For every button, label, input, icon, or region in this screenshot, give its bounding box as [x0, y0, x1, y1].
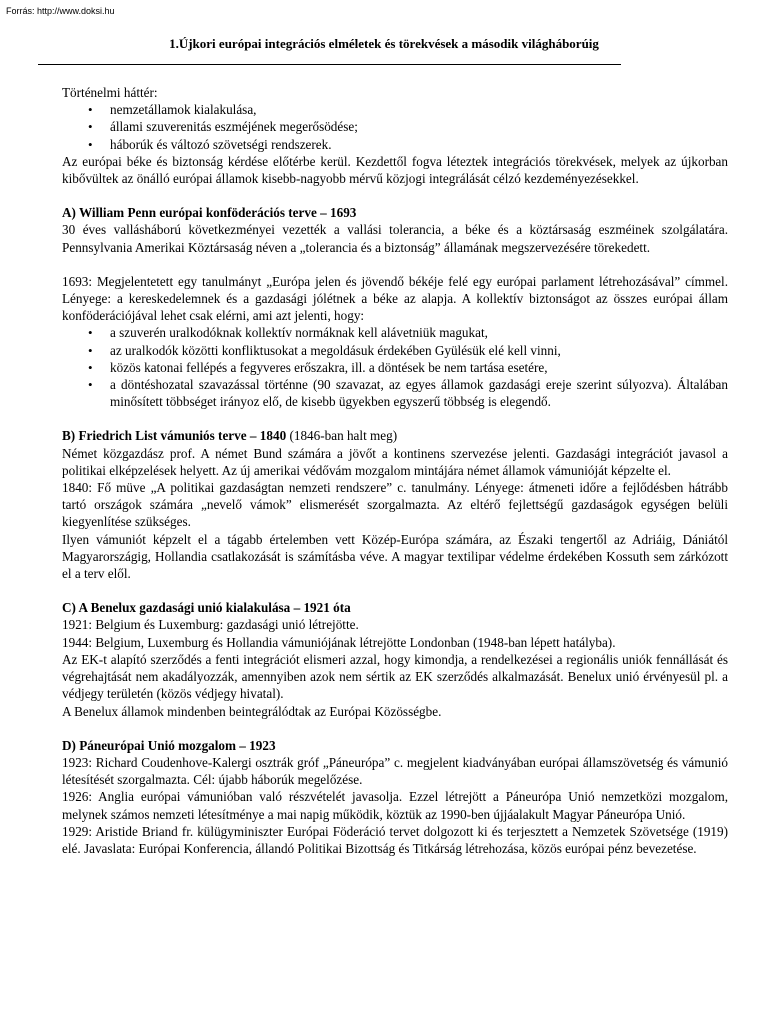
intro-label: Történelmi háttér:: [62, 85, 158, 100]
section-d-heading: D) Páneurópai Unió mozgalom – 1923: [62, 737, 276, 753]
list-item: • a szuverén uralkodóknak kollektív normáknak kell alávetniük magukat,: [110, 324, 728, 341]
section-d-paragraph: 1923: Richard Coudenhove-Kalergi osztrák gróf „Páneurópa” c. megjelent kiadványában európai államszövetség és vámunió létesítését szorgalmazta. Cél: újabb háborúk megelőzése.: [62, 754, 728, 788]
section-b-heading-text: B) Friedrich List vámuniós terve – 1840: [62, 428, 287, 444]
section-b-paragraph: Német közgazdász prof. A német Bund számára a jövőt a kontinens szervezése jelenti. Gazdasági integrációt javasol a politikai elképzelések helyett. Az új amerikai védővám mozgalom mintájára német államok vámunióját képzelte el.: [62, 445, 728, 478]
document-body: [62, 84, 728, 857]
list-item: • állami szuverenitás eszméjének megerősödése;: [110, 118, 728, 135]
section-b-paragraph: Ilyen vámuniót képzelt el a tágabb értelemben vett Közép-Európa számára, az Északi tengertől az Adriáig, Dániától Magyarországig, Hollandia csatlakozását is számításba véve. A magyar textilipar védelme érdekében Kossuth sem zárkózott el a terv elől.: [62, 531, 728, 582]
section-b-heading-note: (1846-ban halt meg): [289, 428, 398, 444]
title-underline: [38, 64, 621, 65]
intro-bullet-list: [62, 101, 728, 153]
section-c-paragraph: Az EK-t alapító szerződés a fenti integrációt elismeri azzal, hogy kimondja, a rendelkezései a regionális uniók fennállását és végrehajtását nem akadályozzák, amennyiben azok nem sértik az EK szerződés alkalmazását. Benelux unió érvényesül pl. a védjegy területén (közös védjegy hivatal).: [62, 651, 728, 702]
section-d-paragraph: 1929: Aristide Briand fr. külügyminiszter Európai Föderáció tervet dolgozott ki és terjesztett a Nemzetek Szövetsége (1919) elé. Javaslata: Európai Konferencia, állandó Politikai Bizottság és Titkárság létrehozása, közös európai pénz bevezetése.: [62, 823, 728, 856]
intro-paragraph: Az európai béke és biztonság kérdése előtérbe kerül. Kezdettől fogva léteztek integrációs törekvések, melyek az újkorban kibővültek az önálló európai államok kisebb-nagyobb mérvű közjogi integrálását célzó kezdeményezésekkel.: [62, 153, 728, 187]
section-d-paragraph: 1926: Anglia európai vámunióban való részvételét javasolja. Ezzel létrejött a Páneurópa Unió nemzetközi mozgalom, melynek számos nemzeti létesítménye a mai napig működik, köztük az 1990-ben újjáalakult Magyar Páneurópa Unió.: [62, 789, 728, 822]
document-title: 1.Újkori európai integrációs elméletek és törekvések a második világháborúig: [169, 36, 599, 51]
section-c-paragraph: 1921: Belgium és Luxemburg: gazdasági unió létrejötte.: [62, 617, 359, 633]
list-item: • háborúk és változó szövetségi rendszerek.: [110, 136, 728, 153]
section-c-paragraph: A Benelux államok mindenben beintegrálódtak az Európai Közösségbe.: [62, 703, 442, 719]
section-a-bullet-list: [62, 324, 728, 410]
section-b-heading: [62, 427, 728, 444]
list-item: • a döntéshozatal szavazással történne (90 szavazat, az egyes államok gazdasági ereje szerint súlyozva). Általában minősített többséget irányoz elő, de kisebb ügyekben egyszerű többség is elegendő.: [110, 376, 728, 410]
source-note: Forrás: http://www.doksi.hu: [6, 6, 115, 16]
section-a-heading: A) William Penn európai konföderációs terve – 1693: [62, 205, 357, 221]
section-c-paragraph: 1944: Belgium, Luxemburg és Hollandia vámuniójának létrejötte Londonban (1948-ban lépett hatályba).: [62, 634, 616, 650]
list-item: • az uralkodók közötti konfliktusokat a megoldásuk érdekében Gyülésük elé kell vinni,: [110, 342, 728, 359]
section-c-heading: C) A Benelux gazdasági unió kialakulása – 1921 óta: [62, 600, 351, 616]
list-item: • nemzetállamok kialakulása,: [110, 101, 728, 118]
section-a-paragraph: 30 éves vallásháború következményei vezették a vallási tolerancia, a béke és a köztársaság eszméinek szolgálatára. Pennsylvania Amerikai Köztársaság néven a „tolerancia és a biztonság” államának megszervezésére törekedett.: [62, 222, 728, 255]
list-item: • közös katonai fellépés a fegyveres erőszakra, ill. a döntések be nem tartása esetére,: [110, 359, 728, 376]
section-b-paragraph: 1840: Fő müve „A politikai gazdaságtan nemzeti rendszere” c. tanulmány. Lényege: átmeneti időre a fejlődésben hátrább tartó országok számára „nevelő vámok” elismerését szorgalmazta. Az eltérő fejlettségű gazdaságok egységen belüli kiegyenlítése szükséges.: [62, 480, 728, 530]
section-a-paragraph: 1693: Megjelentetett egy tanulmányt „Európa jelen és jövendő békéje felé egy európai parlament létrehozásával” címmel. Lényege: a kereskedelemnek és a gazdasági jólétnek a béke az alapja. A kollektív biztonságot az összes európai állam konföderációjával lehet csak elérni, ami azt jelenti, hogy:: [62, 273, 728, 324]
